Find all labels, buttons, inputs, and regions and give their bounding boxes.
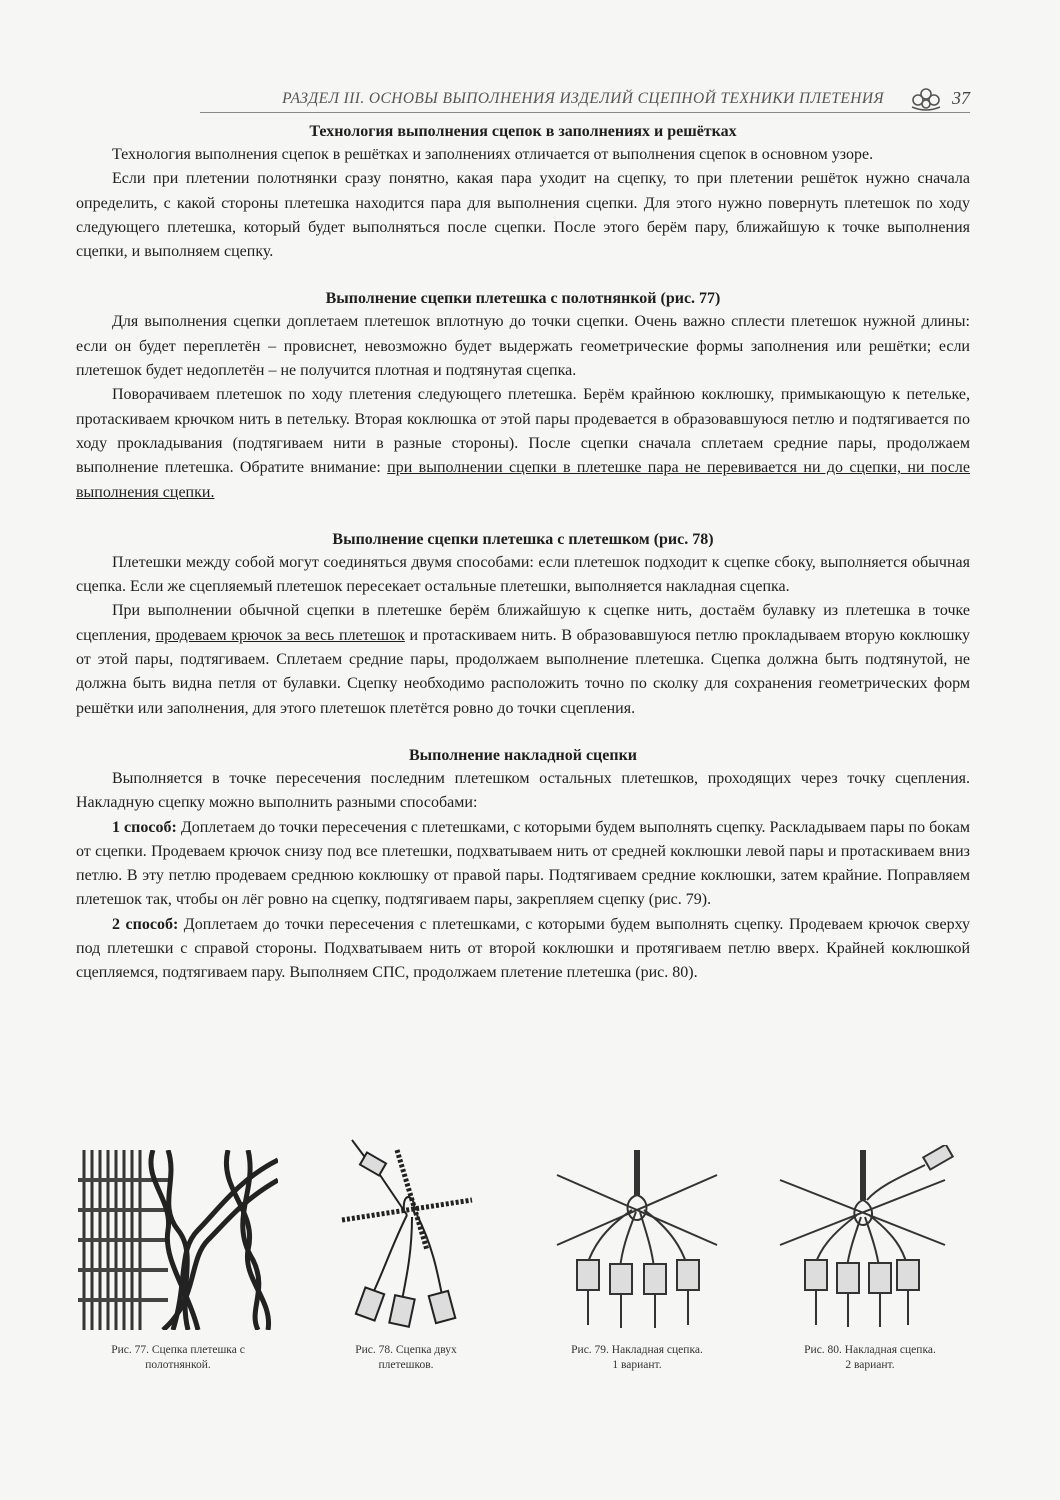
running-header xyxy=(200,86,970,113)
figure-77-illustration xyxy=(78,1150,278,1330)
figure-78-illustration xyxy=(332,1135,482,1335)
figure-80-illustration xyxy=(775,1145,965,1330)
paragraph: Если при плетении полотнянки сразу понятно, какая пара уходит на сцепку, то при плетении решёток нужно сначала определить, с какой стороны плетешка находится пара для выполнения сцепки. Для этого нужно повернуть плетешок по ходу следующего плетешка, который будет выполняться после сцепки. После этого берём пару, ближайшую к точке выполнения сцепки, и выполняем сцепку. xyxy=(76,170,970,261)
method-label: 2 способ: xyxy=(112,915,179,933)
figure-78-caption xyxy=(306,1343,506,1373)
underlined-note: при выполнении сцепки в плетешке пара не перевивается ни до сцепки, ни после выполнения сцепки. xyxy=(76,459,970,501)
figure-79-illustration xyxy=(552,1150,722,1330)
paragraph-text: и протаскиваем нить. В образовавшуюся петлю прокладываем вторую коклюшку от этой пары, подтягиваем. Сплетаем средние пары, продолжаем выполнение плетешка. Сцепка должна быть подтянутой, не должна быть видна петля от булавки. Сцепку необходимо расположить точно по сколку для сохранения геометрических форм решётки или заполнения, для этого плетешок плетётся ровно до точки сцепления. xyxy=(76,626,970,717)
paragraph-text: Поворачиваем плетешок по ходу плетения следующего плетешка. Берём крайнюю коклюшку, примыкающую к петельке, протаскиваем крючком нить в петельку. Вторая коклюшка от этой пары продевается в образовавшуюся петлю и подтягивается по ходу прокладывания (подтягиваем нити в разные стороны). После сцепки сначала сплетаем средние пары, продолжаем выполнение плетешка. Обратите внимание: xyxy=(76,386,970,477)
paragraph: Для выполнения сцепки доплетаем плетешок вплотную до точки сцепки. Очень важно сплести плетешок нужной длины: если он будет переплетён – провиснет, невозможно будет выдержать геометрические формы заполнения или решётки; если плетешок будет недоплетён – не получится плотная и подтянутая сцепка. xyxy=(76,313,970,380)
paragraph: Выполняется в точке пересечения последним плетешком остальных плетешков, проходящих через точку сцепления. Накладную сцепку можно выполнить разными способами: xyxy=(76,769,970,812)
figure-79-caption xyxy=(537,1343,737,1373)
caption-line: Рис. 79. Накладная сцепка. xyxy=(571,1344,703,1356)
caption-line: Рис. 80. Накладная сцепка. xyxy=(804,1344,936,1356)
caption-line: Рис. 77. Сцепка плетешка с xyxy=(111,1344,245,1356)
paragraph: Технология выполнения сцепок в решётках и заполнениях отличается от выполнения сцепок в основном узоре. xyxy=(112,146,874,163)
paragraph xyxy=(76,913,970,986)
lace-ornament-icon xyxy=(908,87,944,111)
figure-77-caption xyxy=(68,1343,288,1373)
caption-line: полотнянкой. xyxy=(145,1359,211,1371)
section-title: Выполнение сцепки плетешка с плетешком (рис. 78) xyxy=(332,530,714,548)
figure-80-caption xyxy=(770,1343,970,1373)
section-header-title: РАЗДЕЛ III. ОСНОВЫ ВЫПОЛНЕНИЯ ИЗДЕЛИЙ СЦЕПНОЙ ТЕХНИКИ ПЛЕТЕНИЯ xyxy=(282,90,884,107)
caption-line: 2 вариант. xyxy=(845,1359,895,1371)
section-title: Технология выполнения сцепок в заполнениях и решётках xyxy=(309,123,737,140)
paragraph-text: При выполнении обычной сцепки в плетешке берём ближайшую к сцепке нить, достаём булавку из плетешка в точке сцепления, xyxy=(76,602,970,644)
section-title: Выполнение сцепки плетешка с полотнянкой (рис. 77) xyxy=(325,290,721,308)
caption-line: Рис. 78. Сцепка двух xyxy=(355,1344,457,1356)
paragraph-text: Доплетаем до точки пересечения с плетешками, с которыми будем выполнять сцепку. Продеваем крючок сверху под плетешки с справой стороны. Подхватываем нить от второй коклюшки и протягиваем петлю вверх. Крайней коклюшкой сцепляемся, подтягиваем пару. Выполняем СПС, продолжаем плетение плетешка (рис. 80). xyxy=(76,915,970,982)
paragraph xyxy=(76,599,970,720)
caption-line: плетешков. xyxy=(378,1359,434,1371)
method-label: 1 способ: xyxy=(112,818,177,836)
paragraph xyxy=(76,383,970,504)
underlined-phrase: продеваем крючок за весь плетешок xyxy=(155,626,405,644)
paragraph: Плетешки между собой могут соединяться двумя способами: если плетешок подходит к сцепке сбоку, выполняется обычная сцепка. Если же сцепляемый плетешок пересекает остальные плетешки, выполняется накладная сцепка. xyxy=(76,553,970,596)
page-body xyxy=(76,121,970,986)
paragraph xyxy=(76,816,970,913)
paragraph-text: Доплетаем до точки пересечения с плетешками, с которыми будем выполнять сцепку. Раскладываем пары по бокам от сцепки. Продеваем крючок снизу под все плетешки, подхватываем нить от средней коклюшки левой пары и протаскиваем вниз петлю. В эту петлю продеваем среднюю коклюшку от правой пары. Подтягиваем средние коклюшки, затем крайние. Поправляем плетешок так, чтобы он лёг ровно на сцепку, подтягиваем пары, закрепляем сцепку (рис. 79). xyxy=(76,818,971,909)
section-title: Выполнение накладной сцепки xyxy=(408,746,638,764)
page-number: 37 xyxy=(952,88,970,108)
figures-row xyxy=(70,1135,990,1395)
caption-line: 1 вариант. xyxy=(612,1359,662,1371)
